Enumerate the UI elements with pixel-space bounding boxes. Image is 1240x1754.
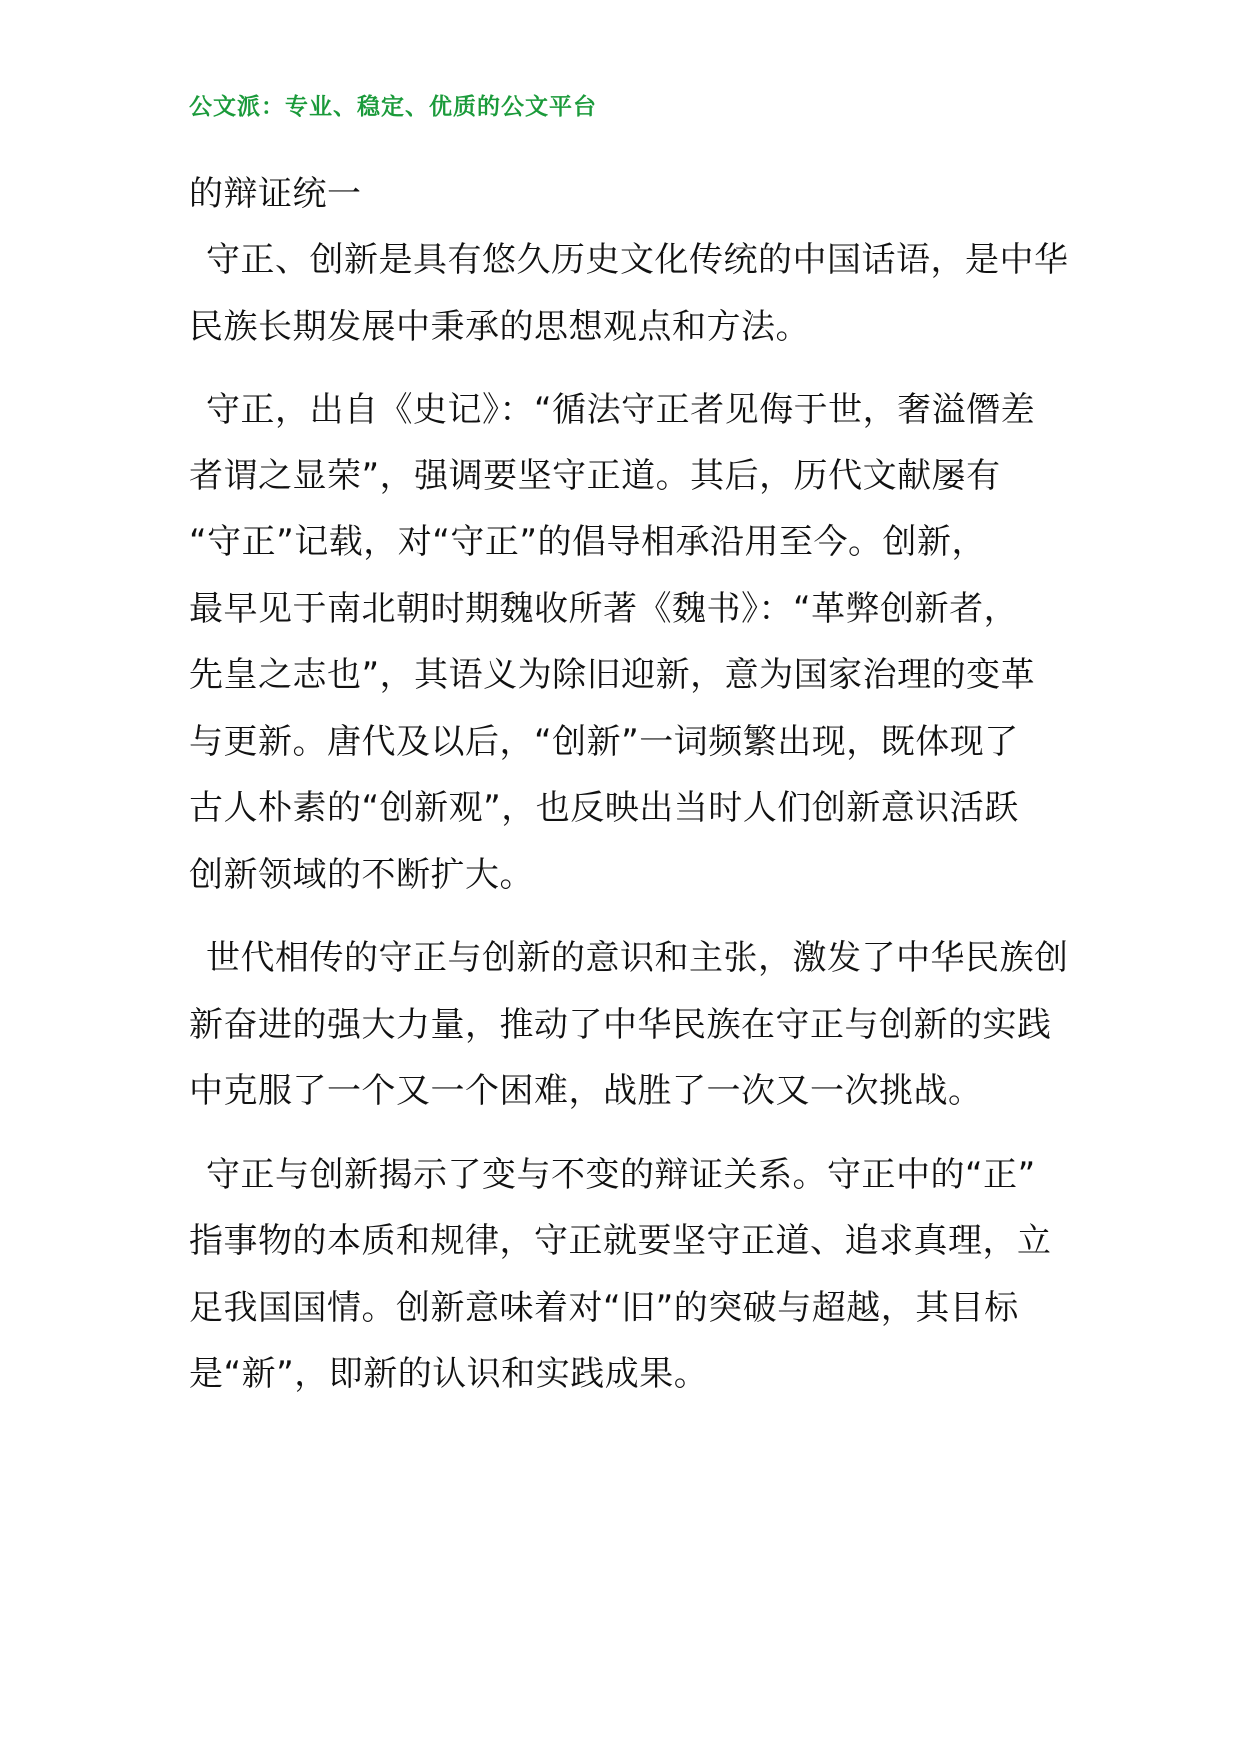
text-line: 与更新。唐代及以后，“创新”一词频繁出现，既体现了 [189, 722, 1019, 762]
paragraph-first-line: 守正，出自《史记》：“循法守正者见侮于世，奢溢僭差 [206, 390, 1036, 430]
paragraph-first-line: 守正、创新是具有悠久历史文化传统的中国话语，是中华 [206, 240, 1069, 280]
text-line: 民族长期发展中秉承的思想观点和方法。 [189, 307, 810, 347]
text-line: 新奋进的强大力量，推动了中华民族在守正与创新的实践 [189, 1005, 1052, 1045]
text-line: 中克服了一个又一个困难，战胜了一次又一次挑战。 [189, 1071, 983, 1111]
text-line: 的辩证统一 [189, 174, 362, 214]
text-line: “守正”记载，对“守正”的倡导相承沿用至今。创新， [189, 522, 986, 562]
paragraph-first-line: 守正与创新揭示了变与不变的辩证关系。守正中的“正” [206, 1155, 1036, 1195]
text-line: 先皇之志也”，其语义为除旧迎新，意为国家治理的变革 [189, 655, 1036, 695]
text-line: 创新领域的不断扩大。 [189, 855, 534, 895]
text-line: 古人朴素的“创新观”，也反映出当时人们创新意识活跃 [189, 788, 1019, 828]
text-line: 足我国国情。创新意味着对“旧”的突破与超越，其目标 [189, 1288, 1019, 1328]
text-line: 者谓之显荣”，强调要坚守正道。其后，历代文献屡有 [189, 456, 1001, 496]
text-line: 指事物的本质和规律，守正就要坚守正道、追求真理，立 [189, 1221, 1052, 1261]
paragraph-first-line: 世代相传的守正与创新的意识和主张，激发了中华民族创 [206, 938, 1069, 978]
site-header-slogan: 公文派：专业、稳定、优质的公文平台 [189, 93, 597, 120]
text-line: 是“新”，即新的认识和实践成果。 [189, 1354, 709, 1394]
text-line: 最早见于南北朝时期魏收所著《魏书》：“革弊创新者， [189, 589, 1019, 629]
